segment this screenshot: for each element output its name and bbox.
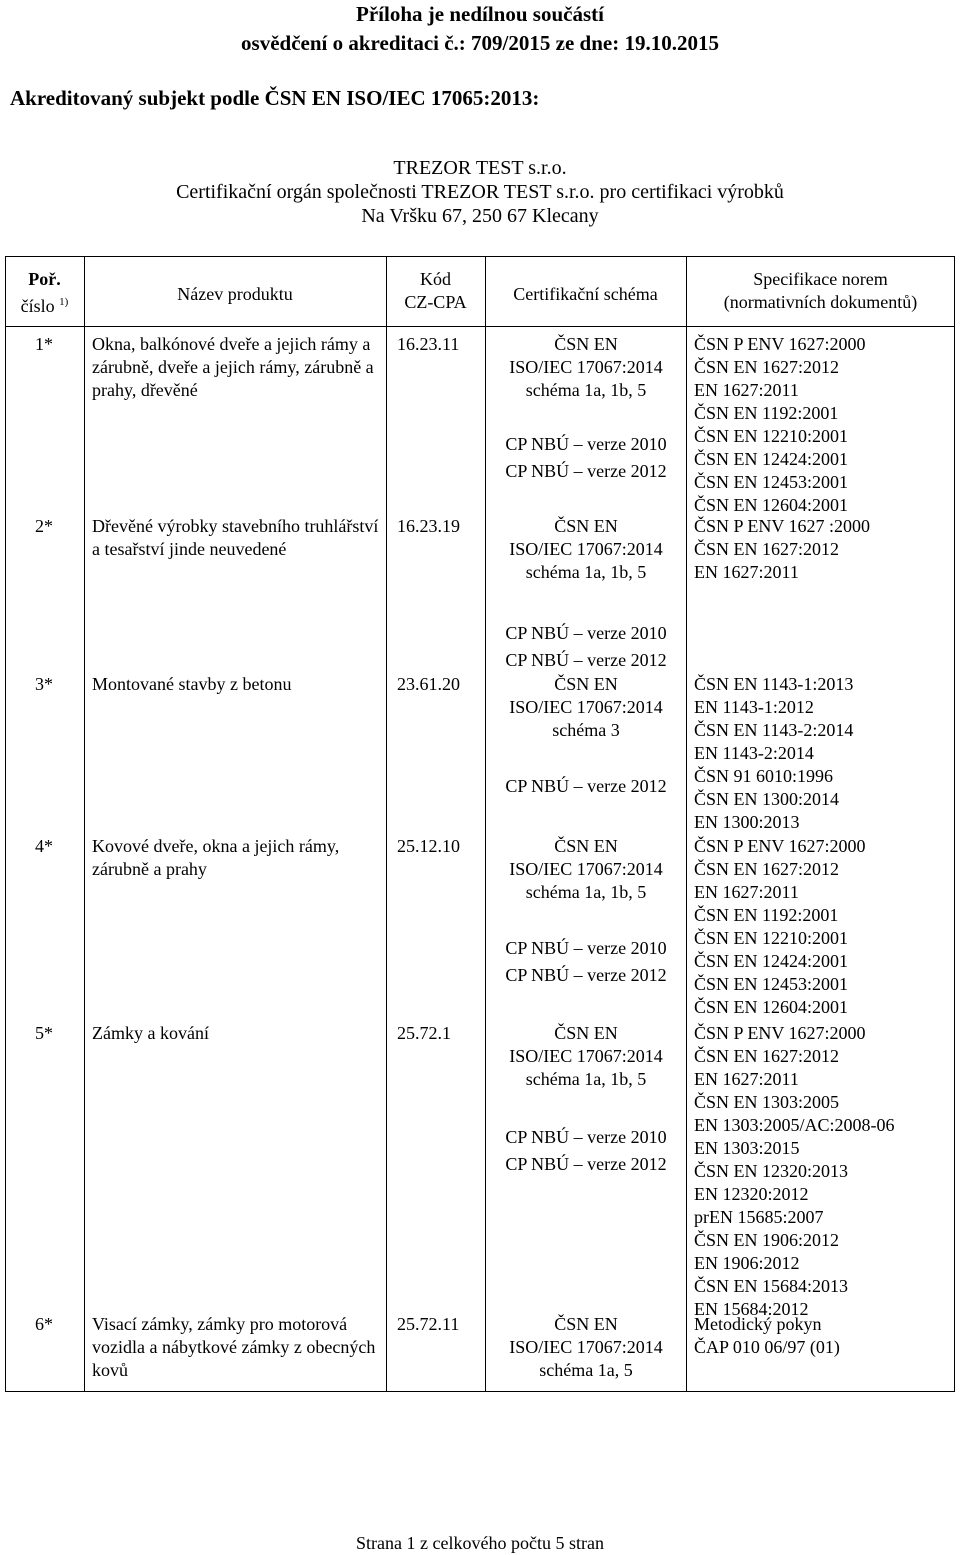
specification-item: ČSN EN 12453:2001 — [694, 472, 849, 492]
cp-nbu-versions — [488, 620, 684, 674]
scheme-line: ČSN EN — [554, 334, 618, 354]
certification-body: Certifikační orgán společnosti TREZOR TEST s.r.o. pro certifikaci výrobků — [176, 181, 784, 203]
specification-list — [694, 1313, 840, 1359]
certification-scheme — [488, 515, 684, 584]
certification-scheme — [488, 835, 684, 904]
specification-item: ČSN P ENV 1627:2000 — [694, 334, 866, 354]
specification-item: ČSN 91 6010:1996 — [694, 766, 834, 786]
specification-item: EN 1143-1:2012 — [694, 697, 814, 717]
cpa-code: 23.61.20 — [397, 674, 460, 694]
row-number: 5* — [35, 1023, 53, 1043]
scheme-line: ČSN EN — [554, 1314, 618, 1334]
cp-nbu-version: CP NBÚ – verze 2010 — [505, 938, 667, 958]
specification-item: ČSN EN 1143-2:2014 — [694, 720, 854, 740]
cpa-code: 25.12.10 — [397, 836, 460, 856]
specification-item: EN 1627:2011 — [694, 1069, 799, 1089]
product-name: Okna, balkónové dveře a jejich rámy a zárubně, dveře a jejich rámy, zárubně a prahy, dřevěné — [92, 334, 374, 400]
specification-item: ČSN EN 15684:2013 — [694, 1276, 849, 1296]
specification-item: ČSN EN 1627:2012 — [694, 539, 840, 559]
cpa-code: 25.72.1 — [397, 1023, 451, 1043]
cpa-code: 16.23.11 — [397, 334, 460, 354]
cp-nbu-versions — [488, 935, 684, 989]
specification-item: ČSN EN 1906:2012 — [694, 1230, 840, 1250]
specification-item: EN 15684:2012 — [694, 1299, 809, 1319]
specification-item: ČSN EN 12604:2001 — [694, 495, 849, 515]
specification-item: ČSN EN 12210:2001 — [694, 426, 849, 446]
specification-list — [694, 515, 870, 584]
specification-list — [694, 835, 866, 1019]
column-divider — [84, 256, 85, 1392]
column-header-specification: Specifikace norem (normativních dokumentů) — [723, 269, 918, 312]
row-number: 2* — [35, 516, 53, 536]
cp-nbu-versions — [488, 1124, 684, 1178]
specification-item: ČSN EN 1627:2012 — [694, 859, 840, 879]
specification-item: ČSN EN 12320:2013 — [694, 1161, 849, 1181]
scheme-line: ISO/IEC 17067:2014 — [509, 539, 663, 559]
specification-list — [694, 333, 866, 517]
certification-scheme — [488, 1313, 684, 1382]
scheme-line: ISO/IEC 17067:2014 — [509, 1046, 663, 1066]
accreditation-reference: osvědčení o akreditaci č.: 709/2015 ze dne: 19.10.2015 — [241, 31, 719, 55]
certification-scheme — [488, 673, 684, 742]
specification-item: ČSN P ENV 1627:2000 — [694, 1023, 866, 1043]
column-header-code: Kód CZ-CPA — [404, 269, 467, 312]
cp-nbu-version: CP NBÚ – verze 2010 — [505, 1127, 667, 1147]
accredited-subject-heading: Akreditovaný subjekt podle ČSN EN ISO/IEC 17065:2013: — [10, 86, 540, 110]
product-name: Kovové dveře, okna a jejich rámy, zárubně a prahy — [92, 836, 340, 879]
specification-item: ČSN EN 12424:2001 — [694, 951, 849, 971]
specification-item: EN 1906:2012 — [694, 1253, 800, 1273]
cp-nbu-version: CP NBÚ – verze 2012 — [505, 1154, 667, 1174]
specification-item: ČSN EN 12424:2001 — [694, 449, 849, 469]
row-number: 1* — [35, 334, 53, 354]
specification-item: prEN 15685:2007 — [694, 1207, 824, 1227]
specification-item: ČSN EN 1300:2014 — [694, 789, 840, 809]
cp-nbu-version: CP NBÚ – verze 2012 — [505, 776, 667, 796]
scheme-line: schéma 3 — [552, 720, 620, 740]
column-header-product-name: Název produktu — [177, 284, 293, 304]
specification-item: EN 1303:2005/AC:2008-06 — [694, 1115, 895, 1135]
specification-list — [694, 673, 853, 834]
certification-scheme — [488, 333, 684, 402]
scheme-line: schéma 1a, 1b, 5 — [525, 882, 647, 902]
cp-nbu-version: CP NBÚ – verze 2010 — [505, 623, 667, 643]
specification-item: EN 1300:2013 — [694, 812, 800, 832]
cpa-code: 25.72.11 — [397, 1314, 460, 1334]
organization-address: Na Vršku 67, 250 67 Klecany — [361, 205, 599, 227]
specification-item: ČSN EN 12604:2001 — [694, 997, 849, 1017]
specification-item: ČSN EN 1627:2012 — [694, 1046, 840, 1066]
product-name: Montované stavby z betonu — [92, 674, 292, 694]
specification-item: EN 1303:2015 — [694, 1138, 800, 1158]
specification-item: ČSN EN 12210:2001 — [694, 928, 849, 948]
scheme-line: ČSN EN — [554, 674, 618, 694]
scheme-line: schéma 1a, 1b, 5 — [525, 562, 647, 582]
row-number: 6* — [35, 1314, 53, 1334]
row-number: 3* — [35, 674, 53, 694]
specification-item: ČSN EN 1303:2005 — [694, 1092, 840, 1112]
table-header-divider — [5, 326, 955, 327]
column-divider — [386, 256, 387, 1392]
specification-item: ČSN EN 1627:2012 — [694, 357, 840, 377]
scheme-line: ČSN EN — [554, 836, 618, 856]
specification-item: Metodický pokyn — [694, 1314, 822, 1334]
row-number: 4* — [35, 836, 53, 856]
scheme-line: ISO/IEC 17067:2014 — [509, 1337, 663, 1357]
cp-nbu-version: CP NBÚ – verze 2010 — [505, 434, 667, 454]
specification-item: ČSN EN 1143-1:2013 — [694, 674, 854, 694]
attachment-title: Příloha je nedílnou součástí — [356, 2, 604, 26]
scheme-line: ISO/IEC 17067:2014 — [509, 697, 663, 717]
product-name: Dřevěné výrobky stavebního truhlářství a tesařství jinde neuvedené — [92, 516, 379, 559]
column-header-scheme: Certifikační schéma — [513, 284, 658, 304]
specification-item: ČSN EN 1192:2001 — [694, 403, 839, 423]
certification-scheme — [488, 1022, 684, 1091]
specification-item: ČSN P ENV 1627:2000 — [694, 836, 866, 856]
cp-nbu-version: CP NBÚ – verze 2012 — [505, 461, 667, 481]
cp-nbu-version: CP NBÚ – verze 2012 — [505, 650, 667, 670]
organization-name: TREZOR TEST s.r.o. — [393, 157, 567, 179]
scheme-line: schéma 1a, 1b, 5 — [525, 1069, 647, 1089]
page-footer: Strana 1 z celkového počtu 5 stran — [356, 1533, 604, 1553]
scheme-line: ČSN EN — [554, 516, 618, 536]
cp-nbu-versions — [488, 431, 684, 485]
specification-item: EN 12320:2012 — [694, 1184, 809, 1204]
column-divider — [485, 256, 486, 1392]
scheme-line: schéma 1a, 1b, 5 — [525, 380, 647, 400]
product-name: Visací zámky, zámky pro motorová vozidla a nábytkové zámky z obecných kovů — [92, 1314, 376, 1380]
specification-item: ČSN EN 12453:2001 — [694, 974, 849, 994]
scheme-line: ISO/IEC 17067:2014 — [509, 859, 663, 879]
product-name: Zámky a kování — [92, 1023, 209, 1043]
scheme-line: schéma 1a, 5 — [539, 1360, 633, 1380]
specification-item: EN 1627:2011 — [694, 882, 799, 902]
specification-item: EN 1627:2011 — [694, 380, 799, 400]
cpa-code: 16.23.19 — [397, 516, 460, 536]
cp-nbu-version: CP NBÚ – verze 2012 — [505, 965, 667, 985]
scheme-line: ISO/IEC 17067:2014 — [509, 357, 663, 377]
specification-item: ČAP 010 06/97 (01) — [694, 1337, 840, 1357]
cp-nbu-versions — [488, 773, 684, 800]
specification-item: ČSN P ENV 1627 :2000 — [694, 516, 871, 536]
scheme-line: ČSN EN — [554, 1023, 618, 1043]
specification-item: ČSN EN 1192:2001 — [694, 905, 839, 925]
specification-item: EN 1143-2:2014 — [694, 743, 814, 763]
specification-item: EN 1627:2011 — [694, 562, 799, 582]
column-divider — [686, 256, 687, 1392]
specification-list — [694, 1022, 895, 1321]
column-header-number: Poř. číslo $^{1)}$ — [20, 269, 69, 316]
